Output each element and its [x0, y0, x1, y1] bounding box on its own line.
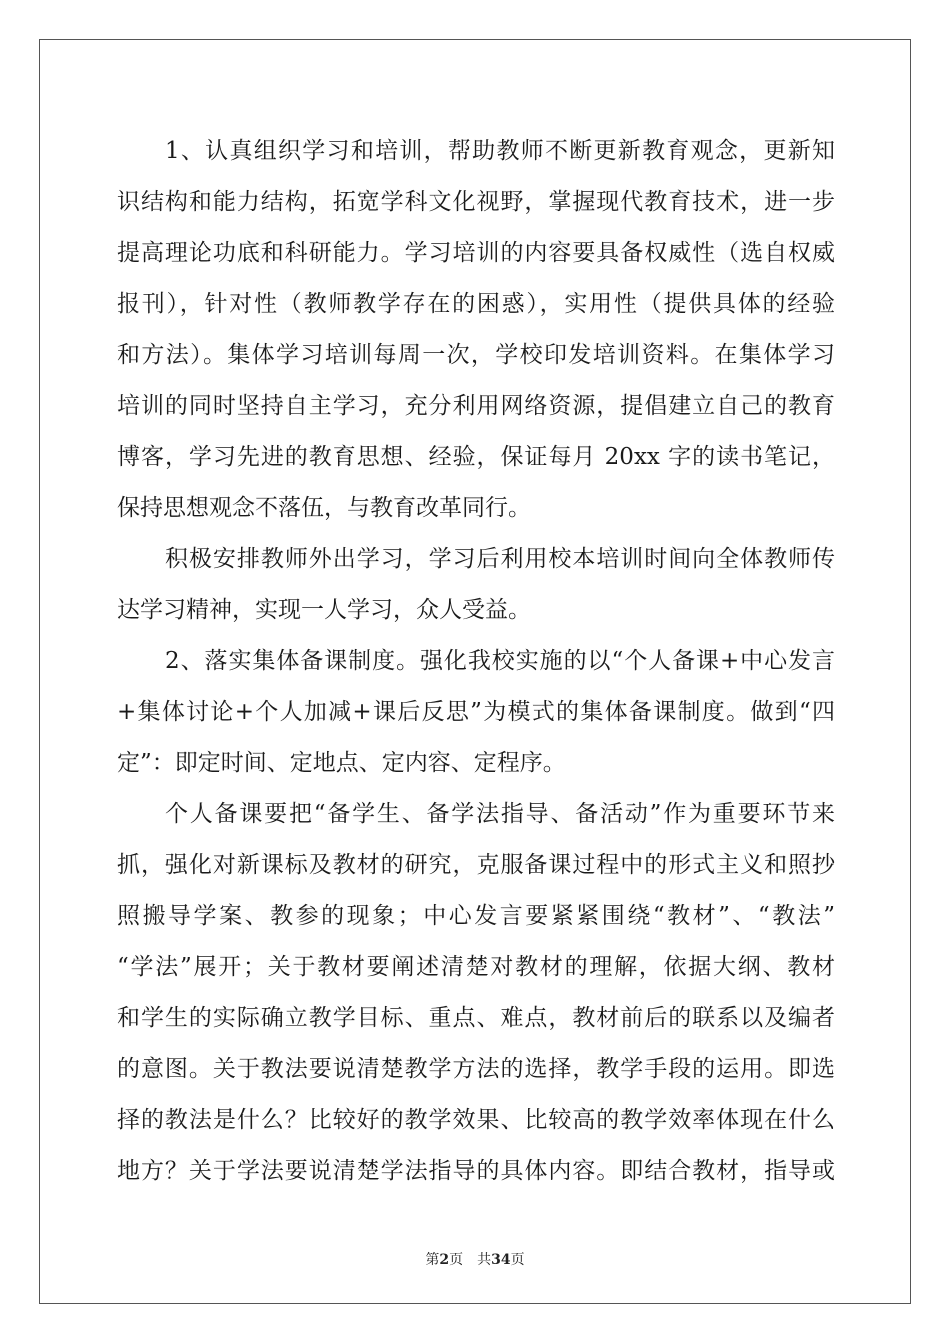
text-line: 培训的同时坚持自主学习，充分利用网络资源，提倡建立自己的教育: [117, 393, 835, 419]
text-line: 个人备课要把“备学生、备学法指导、备活动”作为重要环节来: [165, 801, 835, 827]
paragraph-3: [117, 636, 835, 789]
text-line: 保持思想观念不落伍，与教育改革同行。: [117, 495, 531, 521]
text-line: 定”：即定时间、定地点、定内容、定程序。: [117, 750, 566, 776]
text-line: 识结构和能力结构，拓宽学科文化视野，掌握现代教育技术，进一步: [117, 189, 835, 215]
text-line: 的意图。关于教法要说清楚教学方法的选择，教学手段的运用。即选: [117, 1056, 835, 1082]
text-line: 抓，强化对新课标及教材的研究，克服备课过程中的形式主义和照抄: [117, 852, 835, 878]
text-line: 报刊），针对性（教师教学存在的困惑），实用性（提供具体的经验: [117, 291, 835, 317]
page-footer: [0, 1249, 950, 1269]
text-line: +集体讨论+个人加减+课后反思”为模式的集体备课制度。做到“四: [117, 699, 835, 725]
paragraph-4: [117, 789, 835, 1197]
text-line: 2、落实集体备课制度。强化我校实施的以“个人备课+中心发言: [165, 648, 835, 674]
text-line: 积极安排教师外出学习，学习后利用校本培训时间向全体教师传: [165, 546, 835, 572]
page-prefix: 第: [425, 1252, 440, 1268]
text-line: 1、认真组织学习和培训，帮助教师不断更新教育观念，更新知: [165, 138, 835, 164]
total-prefix: 共: [477, 1252, 492, 1268]
text-line: 提高理论功底和科研能力。学习培训的内容要具备权威性（选自权威: [117, 240, 835, 266]
text-line: 博客，学习先进的教育思想、经验，保证每月 20xx 字的读书笔记，: [117, 444, 835, 470]
paragraph-1: [117, 126, 835, 534]
text-line: 和学生的实际确立教学目标、重点、难点，教材前后的联系以及编者: [117, 1005, 835, 1031]
text-line: 照搬导学案、教参的现象；中心发言要紧紧围绕“教材”、“教法”: [117, 903, 835, 929]
total-pages: 34: [491, 1252, 511, 1268]
text-line: 择的教法是什么？比较好的教学效果、比较高的教学效率体现在什么: [117, 1107, 835, 1133]
page-suffix: 页: [449, 1252, 464, 1268]
paragraph-2: [117, 534, 835, 636]
total-suffix: 页: [510, 1252, 525, 1268]
text-line: 达学习精神，实现一人学习，众人受益。: [117, 597, 531, 623]
text-line: 和方法）。集体学习培训每周一次，学校印发培训资料。在集体学习: [117, 342, 835, 368]
document-body: [117, 126, 835, 1197]
text-line: “学法”展开；关于教材要阐述清楚对教材的理解，依据大纲、教材: [117, 954, 835, 980]
page-number: 2: [439, 1252, 450, 1268]
text-line: 地方？关于学法要说清楚学法指导的具体内容。即结合教材，指导或: [117, 1158, 835, 1184]
